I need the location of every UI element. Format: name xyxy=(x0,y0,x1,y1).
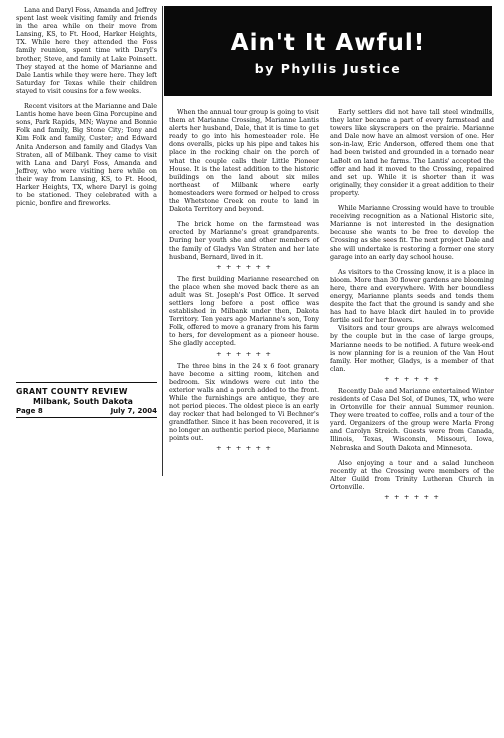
right-column xyxy=(330,108,494,505)
section-separator: + + + + + + xyxy=(216,262,272,271)
left-column xyxy=(16,6,157,207)
column-byline: by Phyllis Justice xyxy=(254,61,402,76)
section-separator: + + + + + + xyxy=(216,444,272,453)
section-separator: + + + + + + xyxy=(384,374,440,383)
paper-name: GRANT COUNTY REVIEW xyxy=(16,387,128,396)
paragraph: The first building Marianne researched on the place when she moved back there as an adult was St. Joseph's Post Office. It served settlers long before a post office was established in Milbank under then, Dakota Territory. Ten years ago Marianne's son, Tony Folk, offered to move a granary from his farm to hers, for development as a pioneer house. She gladly accepted. xyxy=(169,274,319,348)
page-number: Page 8 xyxy=(16,407,43,415)
middle-column xyxy=(169,108,319,456)
paragraph: As visitors to the Crossing know, it is a place in bloom. More than 30 flower gardens are blooming here, there and everywhere. With her boundless energy, Marianne plants seeds and tends them despite the fact that the ground is sandy and she has had to have black dirt hauled in to provide fertile soil for her flowers. xyxy=(330,267,494,325)
paragraph: The brick home on the farmstead was erected by Marianne's great grandparents. During her youth she and other members of the family of Gladys Van Straten and her late husband, Bernard, lived in it. xyxy=(169,220,319,261)
column-header xyxy=(164,6,492,96)
paragraph: Recent visitors at the Marianne and Dale Lantis home have been Gina Porcupine and sons, Park Rapids, MN; Wayne and Bonnie Folk and family, Big Stone City; Tony and Kim Folk and family, Custer; and Edward Anita Anderson and family and Gladys Van Straten, all of Milbank. They came to visit with Lana and Daryl Foss, Amanda and Jeffrey, who were visiting here while on their way from Lansing, KS, to Ft. Hood, Harker Heights, TX, where Daryl is going to be stationed. They celebrated with a picnic, bonfire and fireworks. xyxy=(16,102,157,208)
paragraph: Also enjoying a tour and a salad luncheon recently at the Crossing were members of the Alter Guild from Trinity Lutheran Church in Ortonville. xyxy=(330,458,494,491)
paragraph: Visitors and tour groups are always welcomed by the couple but in the case of large groups, Marianne needs to be notified. A future week-end is now planning for is a reunion of the Van Hout family. Her mother, Gladys, is a member of that clan. xyxy=(330,324,494,373)
paragraph: Recently Dale and Marianne entertained Winter residents of Casa Del Sol, of Dunes, TX, who were in Ortonville for their annual Summer reunion. They were treated to coffee, rolls and a tour of the yard. Organizers of the group were Marla Frong and Carolyn Streich. Guests were from Canada, Illinois, Texas, Wisconsin, Missouri, Iowa, Nebraska and South Dakota and Minnesota. xyxy=(330,386,494,452)
column-rule xyxy=(162,6,163,476)
paragraph: When the annual tour group is going to visit them at Marianne Crossing, Marianne Lantis alerts her husband, Dale, that it is time to get ready to go into his homesteader role. He dons overalls, picks up his pipe and takes his place in the rocking chair on the porch of what the couple calls their Little Pioneer House. It is the latest addition to the historic buildings on the land about six miles northeast of Milbank where early homesteaders were formed or helped to cross the Whetstone Creek on route to land in Dakota Territory and beyond. xyxy=(169,108,319,214)
paper-place: Milbank, South Dakota xyxy=(33,397,133,406)
masthead xyxy=(16,382,157,418)
paragraph: The three bins in the 24 x 6 foot granary have become a sitting room, kitchen and bedroom. Six windows were cut into the exterior walls and a porch added to the front. While the furnishings are antique, they are not period pieces. The oldest piece is an early day rocker that had belonged to Vi Bechner's grandfather. Since it has been recovered, it is no longer an authentic period piece, Marianne points out. xyxy=(169,361,320,443)
page-date-line xyxy=(16,407,157,418)
paragraph: While Marianne Crossing would have to trouble receiving recognition as a National Historic site, Marianne is not interested in the designation because she wants to be free to develop the Crossing as she sees fit. The next project Dale and she will undertake is restoring a former one story garage into an early day school house. xyxy=(330,204,494,261)
issue-date: July 7, 2004 xyxy=(110,407,157,415)
section-separator: + + + + + + xyxy=(216,349,272,358)
paragraph: Lana and Daryl Foss, Amanda and Jeffrey spent last week visiting family and friends in the area while on their move from Lansing, KS, to Ft. Hood, Harker Heights, TX. While here they attended the Foss family reunion, spent time with Daryl's brother, Steve, and family at Lake Poinsett. They stayed at the home of Marianne and Dale Lantis while they were here. They left Saturday for Texas while their children stayed to visit cousins for a few weeks. xyxy=(16,6,157,95)
section-separator: + + + + + + xyxy=(384,493,440,502)
paragraph: Early settlers did not have tall steel windmills, they later became a part of every farmstead and towers like skyscrapers on the prairie. Marianne and Dale now have an almost version of one. Her son-in-law, Eric Anderson, offered them one that had been twisted and grounded in a tornado near LaBolt on land he farms. The Lantis' accepted the offer and had it moved to the Crossing, repaired and set up. While it is shorter than it was originally, they consider it a great addition to their property. xyxy=(330,108,494,197)
column-title: Ain't It Awful! xyxy=(230,30,426,56)
